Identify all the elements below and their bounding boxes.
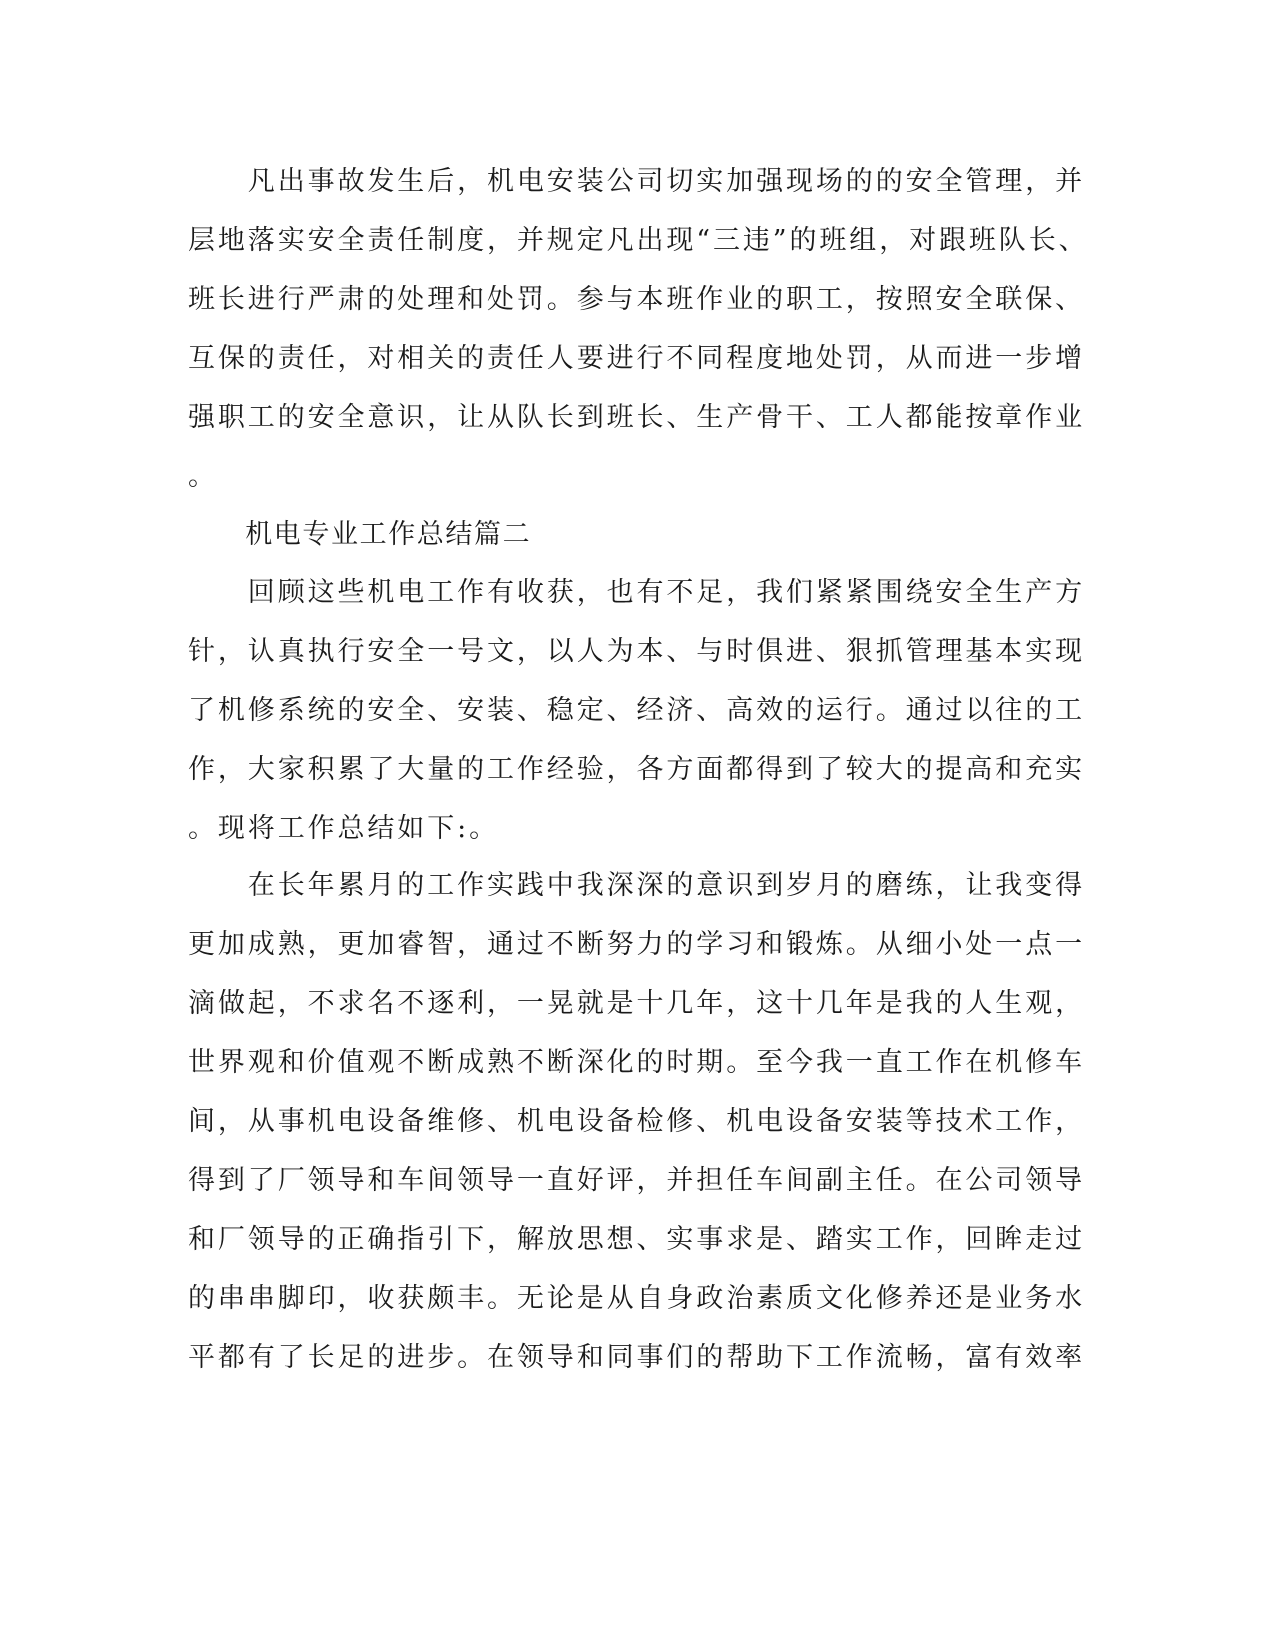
paragraph-3-line-5: 间，从事机电设备维修、机电设备检修、机电设备安装等技术工作， [188, 1106, 1085, 1137]
paragraph-2-line-2: 针，认真执行安全一号文，以人为本、与时俱进、狠抓管理基本实现 [188, 636, 1085, 667]
paragraph-1-line-6: 。 [188, 461, 218, 492]
paragraph-3-line-9: 平都有了长足的进步。在领导和同事们的帮助下工作流畅，富有效率 [188, 1342, 1085, 1373]
paragraph-3-line-2: 更加成熟，更加睿智，通过不断努力的学习和锻炼。从细小处一点一 [188, 929, 1085, 960]
paragraph-1-line-1: 凡出事故发生后，机电安装公司切实加强现场的的安全管理，并 [188, 166, 1085, 197]
paragraph-3-line-1: 在长年累月的工作实践中我深深的意识到岁月的磨练，让我变得 [188, 870, 1085, 901]
paragraph-1-line-5: 强职工的安全意识，让从队长到班长、生产骨干、工人都能按章作业 [188, 402, 1085, 433]
paragraph-3-line-8: 的串串脚印，收获颇丰。无论是从自身政治素质文化修养还是业务水 [188, 1283, 1085, 1314]
paragraph-1-line-2: 层地落实安全责任制度，并规定凡出现“三违”的班组，对跟班队长、 [188, 225, 1089, 256]
paragraph-3-line-3: 滴做起，不求名不逐利，一晃就是十几年，这十几年是我的人生观， [188, 988, 1085, 1019]
paragraph-1-line-4: 互保的责任，对相关的责任人要进行不同程度地处罚，从而进一步增 [188, 343, 1085, 374]
paragraph-2-line-1: 回顾这些机电工作有收获，也有不足，我们紧紧围绕安全生产方 [188, 577, 1085, 608]
paragraph-2-line-3: 了机修系统的安全、安装、稳定、经济、高效的运行。通过以往的工 [188, 695, 1085, 726]
paragraph-3-line-6: 得到了厂领导和车间领导一直好评，并担任车间副主任。在公司领导 [188, 1165, 1085, 1196]
paragraph-1-line-3: 班长进行严肃的处理和处罚。参与本班作业的职工，按照安全联保、 [188, 284, 1085, 315]
paragraph-2-line-5: 。现将工作总结如下:。 [188, 813, 499, 844]
paragraph-3-line-7: 和厂领导的正确指引下，解放思想、实事求是、踏实工作，回眸走过 [188, 1224, 1085, 1255]
section-heading: 机电专业工作总结篇二 [188, 519, 532, 550]
paragraph-2-line-4: 作，大家积累了大量的工作经验，各方面都得到了较大的提高和充实 [188, 754, 1085, 785]
paragraph-3-line-4: 世界观和价值观不断成熟不断深化的时期。至今我一直工作在机修车 [188, 1047, 1085, 1078]
